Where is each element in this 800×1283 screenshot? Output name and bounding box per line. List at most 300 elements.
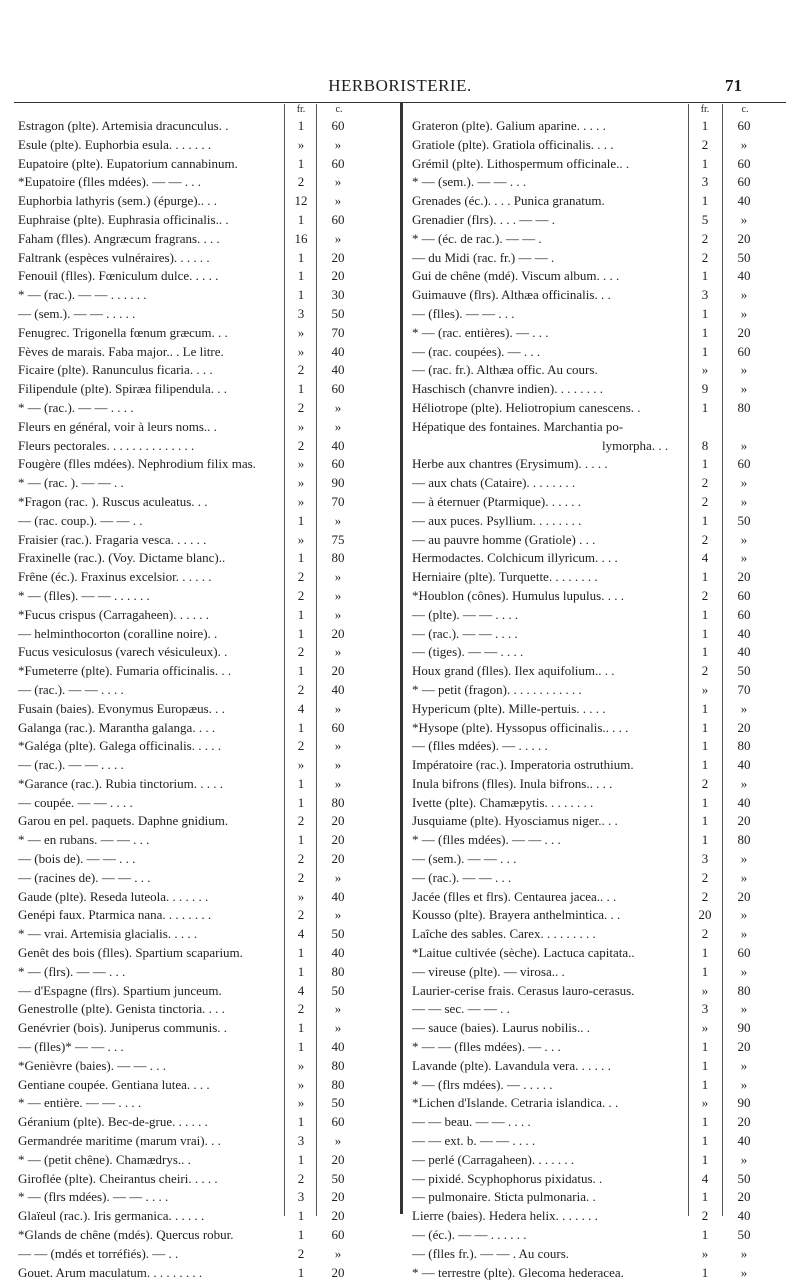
item-label: Fèves de marais. Faba major.. . Le litre. xyxy=(18,343,224,359)
item-label: — (tiges). — — . . . . xyxy=(412,644,524,660)
price-centimes: 40 xyxy=(331,945,345,961)
price-francs: » xyxy=(297,136,305,152)
list-item xyxy=(18,1020,394,1039)
price-centimes: 30 xyxy=(331,287,345,303)
item-label: Galanga (rac.). Marantha galanga. . . . xyxy=(18,719,216,735)
item-label: Fusain (baies). Evonymus Europæus. . . xyxy=(18,700,225,716)
item-label: *Glands de chêne (mdés). Quercus robur. xyxy=(18,1227,234,1243)
price-francs: 1 xyxy=(701,569,709,585)
right-column xyxy=(412,104,784,1280)
price-centimes: 70 xyxy=(737,681,751,697)
list-item xyxy=(412,889,784,908)
list-item xyxy=(18,682,394,701)
price-centimes: 80 xyxy=(737,982,751,998)
list-item xyxy=(18,1133,394,1152)
price-francs: 2 xyxy=(297,851,305,867)
list-item xyxy=(412,1227,784,1246)
item-label: Fenouil (flles). Fœniculum dulce. . . . . xyxy=(18,268,219,284)
price-francs: 2 xyxy=(297,738,305,754)
item-label: * — en rubans. — — . . . xyxy=(18,832,150,848)
price-francs: 2 xyxy=(297,1001,305,1017)
centimes-header: c. xyxy=(741,104,749,115)
item-label: — à éternuer (Ptarmique). . . . . . xyxy=(412,493,581,509)
list-item xyxy=(18,644,394,663)
price-centimes: » xyxy=(334,512,342,528)
item-label: — helminthocorton (coralline noire). . xyxy=(18,625,218,641)
price-centimes: » xyxy=(740,211,748,227)
price-francs: 1 xyxy=(701,1114,709,1130)
price-centimes: » xyxy=(334,869,342,885)
price-centimes: 20 xyxy=(737,1189,751,1205)
price-centimes: » xyxy=(334,1001,342,1017)
list-item xyxy=(18,588,394,607)
list-item xyxy=(412,1077,784,1096)
price-centimes: 80 xyxy=(737,738,751,754)
item-label: Euphorbia lathyris (sem.) (épurge).. . . xyxy=(18,193,218,209)
price-francs: 2 xyxy=(701,249,709,265)
list-item xyxy=(18,494,394,513)
price-centimes: » xyxy=(740,493,748,509)
list-item xyxy=(18,1152,394,1171)
item-label: — (flles). — — . . . xyxy=(412,305,515,321)
price-centimes: 80 xyxy=(331,963,345,979)
price-francs: 1 xyxy=(297,118,305,133)
price-francs: 2 xyxy=(297,907,305,923)
price-francs: 9 xyxy=(701,381,709,397)
list-item xyxy=(18,325,394,344)
price-centimes: » xyxy=(740,437,748,453)
item-label: *Fragon (rac. ). Ruscus aculeatus. . . xyxy=(18,493,208,509)
price-centimes: 80 xyxy=(331,550,345,566)
price-francs: 1 xyxy=(701,456,709,472)
price-francs: 1 xyxy=(297,381,305,397)
price-francs: 1 xyxy=(701,1264,709,1280)
price-centimes: 80 xyxy=(331,794,345,810)
price-centimes: 20 xyxy=(331,1264,345,1280)
price-francs: » xyxy=(297,493,305,509)
price-francs: 1 xyxy=(701,719,709,735)
item-label: * — (flles mdées). — — . . . xyxy=(412,832,561,848)
price-centimes: 60 xyxy=(737,155,751,171)
item-label: * — (rac. ). — — . . xyxy=(18,475,124,491)
item-label: — (rac. coupées). — . . . xyxy=(412,343,541,359)
price-francs: 2 xyxy=(297,644,305,660)
list-item xyxy=(18,569,394,588)
item-label: * — (flles). — — . . . . . . xyxy=(18,587,150,603)
price-centimes: 20 xyxy=(737,324,751,340)
item-label: Grateron (plte). Galium aparine. . . . . xyxy=(412,118,606,133)
item-label: * — — (flles mdées). — . . . xyxy=(412,1039,561,1055)
item-label: — pulmonaire. Sticta pulmonaria. . xyxy=(412,1189,596,1205)
list-item xyxy=(412,776,784,795)
list-item xyxy=(18,926,394,945)
price-francs: 1 xyxy=(701,118,709,133)
list-item xyxy=(412,118,784,137)
price-centimes: » xyxy=(740,1264,748,1280)
list-item xyxy=(18,738,394,757)
item-label: * — (flrs mdées). — — . . . . xyxy=(18,1189,169,1205)
item-label: — du Midi (rac. fr.) — — . xyxy=(412,249,555,265)
price-centimes: 80 xyxy=(331,1057,345,1073)
price-centimes: » xyxy=(334,193,342,209)
price-centimes: » xyxy=(740,775,748,791)
item-label: Gouet. Arum maculatum. . . . . . . . . xyxy=(18,1264,203,1280)
price-centimes: 40 xyxy=(331,362,345,378)
price-centimes: 80 xyxy=(331,1076,345,1092)
price-centimes: » xyxy=(740,1057,748,1073)
price-francs: 2 xyxy=(297,681,305,697)
price-centimes: 80 xyxy=(737,399,751,415)
item-label: Jusquiame (plte). Hyosciamus niger.. . . xyxy=(412,813,618,829)
list-item xyxy=(412,907,784,926)
price-centimes: 50 xyxy=(737,512,751,528)
price-francs: 2 xyxy=(701,663,709,679)
list-item xyxy=(412,513,784,532)
price-francs: 3 xyxy=(297,1189,305,1205)
price-francs: » xyxy=(701,681,709,697)
item-label: Fraxinelle (rac.). (Voy. Dictame blanc).. xyxy=(18,550,226,566)
price-francs: 2 xyxy=(701,136,709,152)
page-number: 71 xyxy=(725,76,742,95)
price-centimes: 20 xyxy=(737,888,751,904)
list-item xyxy=(18,983,394,1002)
column-separator xyxy=(400,102,403,1214)
price-centimes: 40 xyxy=(737,193,751,209)
item-label: — aux chats (Cataire). . . . . . . . xyxy=(412,475,576,491)
list-item xyxy=(412,945,784,964)
price-francs: 1 xyxy=(701,738,709,754)
price-francs: 1 xyxy=(297,1039,305,1055)
price-centimes: 60 xyxy=(737,343,751,359)
price-centimes: 40 xyxy=(737,268,751,284)
price-centimes: » xyxy=(740,531,748,547)
list-item xyxy=(412,795,784,814)
price-centimes: 60 xyxy=(737,945,751,961)
price-centimes: 75 xyxy=(331,531,345,547)
price-francs: » xyxy=(297,343,305,359)
list-item xyxy=(18,851,394,870)
price-centimes: » xyxy=(740,305,748,321)
price-centimes: 60 xyxy=(331,211,345,227)
list-item xyxy=(412,1133,784,1152)
item-label: — d'Espagne (flrs). Spartium junceum. xyxy=(18,982,222,998)
item-label: — — (mdés et torréfiés). — . . xyxy=(18,1245,179,1261)
item-label: Gratiole (plte). Gratiola officinalis. . . . xyxy=(412,136,614,152)
price-francs: 1 xyxy=(701,757,709,773)
item-label: Hypericum (plte). Mille-pertuis. . . . . xyxy=(412,700,606,716)
list-item xyxy=(412,1171,784,1190)
list-item xyxy=(18,231,394,250)
list-item xyxy=(18,964,394,983)
item-label: Herniaire (plte). Turquette. . . . . . . . xyxy=(412,569,598,585)
price-francs: » xyxy=(297,324,305,340)
list-item xyxy=(412,456,784,475)
price-centimes: 50 xyxy=(331,305,345,321)
price-francs: 3 xyxy=(701,287,709,303)
list-item xyxy=(412,626,784,645)
price-francs: 2 xyxy=(297,437,305,453)
price-centimes: » xyxy=(334,230,342,246)
list-item xyxy=(412,607,784,626)
item-label: Eupatoire (plte). Eupatorium cannabinum. xyxy=(18,155,238,171)
item-label: Lierre (baies). Hedera helix. . . . . . . xyxy=(412,1208,598,1224)
price-centimes: 20 xyxy=(331,1189,345,1205)
item-label: Kousso (plte). Brayera anthelmintica. . . xyxy=(412,907,621,923)
item-label: Laurier-cerise frais. Cerasus lauro-cerasus. xyxy=(412,982,635,998)
price-francs: 1 xyxy=(297,719,305,735)
price-francs: 2 xyxy=(297,587,305,603)
item-label: *Fucus crispus (Carragaheen). . . . . . xyxy=(18,606,209,622)
item-label: — (sem.). — — . . . . . xyxy=(18,305,136,321)
list-item xyxy=(18,344,394,363)
price-centimes: » xyxy=(334,775,342,791)
item-label: Euphraise (plte). Euphrasia officinalis.. . xyxy=(18,211,229,227)
price-centimes: 50 xyxy=(737,249,751,265)
item-label: — — ext. b. — — . . . . xyxy=(412,1133,536,1149)
price-centimes: » xyxy=(334,174,342,190)
price-centimes: 20 xyxy=(331,663,345,679)
list-item xyxy=(18,1077,394,1096)
price-francs: 1 xyxy=(701,155,709,171)
list-item xyxy=(412,419,784,438)
item-label: Jacée (flles et flrs). Centaurea jacea.. . . xyxy=(412,888,617,904)
price-centimes: 40 xyxy=(737,1133,751,1149)
item-label: Lavande (plte). Lavandula vera. . . . . . xyxy=(412,1057,611,1073)
list-item xyxy=(18,456,394,475)
item-label: Gaude (plte). Reseda luteola. . . . . . . xyxy=(18,888,209,904)
item-label: Fenugrec. Trigonella fœnum græcum. . . xyxy=(18,324,228,340)
price-centimes: 20 xyxy=(737,1039,751,1055)
price-centimes: » xyxy=(334,1245,342,1261)
list-item xyxy=(18,250,394,269)
price-centimes: 50 xyxy=(331,982,345,998)
price-francs: 1 xyxy=(297,794,305,810)
item-label: Genévrier (bois). Juniperus communis. . xyxy=(18,1020,228,1036)
price-francs: 1 xyxy=(297,1114,305,1130)
list-item xyxy=(18,832,394,851)
item-label: Houx grand (flles). Ilex aquifolium.. . . xyxy=(412,663,615,679)
list-item xyxy=(412,532,784,551)
list-item xyxy=(18,1058,394,1077)
price-francs: » xyxy=(297,1076,305,1092)
price-centimes: 60 xyxy=(331,155,345,171)
price-centimes: 40 xyxy=(331,681,345,697)
price-francs: » xyxy=(297,531,305,547)
item-label: Genestrolle (plte). Genista tinctoria. . . . xyxy=(18,1001,225,1017)
price-francs: 1 xyxy=(701,1227,709,1243)
list-item xyxy=(412,381,784,400)
price-francs: 2 xyxy=(701,230,709,246)
list-item xyxy=(18,795,394,814)
price-centimes: » xyxy=(740,136,748,152)
item-label: Grenadier (flrs). . . . — — . xyxy=(412,211,555,227)
price-francs: 2 xyxy=(297,869,305,885)
list-item xyxy=(18,889,394,908)
item-label: — perlé (Carragaheen). . . . . . . xyxy=(412,1151,575,1167)
item-label: *Garance (rac.). Rubia tinctorium. . . . . xyxy=(18,775,224,791)
item-label: * — (éc. de rac.). — — . xyxy=(412,230,542,246)
item-label: — — sec. — — . . xyxy=(412,1001,510,1017)
item-label: *Laitue cultivée (sèche). Lactuca capitata.. xyxy=(412,945,635,961)
list-item xyxy=(18,1265,394,1283)
price-francs: » xyxy=(297,1057,305,1073)
price-francs: 4 xyxy=(297,926,305,942)
price-centimes: 50 xyxy=(331,1170,345,1186)
price-francs: 1 xyxy=(297,550,305,566)
price-francs: 1 xyxy=(701,193,709,209)
price-francs: 4 xyxy=(701,1170,709,1186)
item-label: Faham (flles). Angræcum fragrans. . . . xyxy=(18,230,220,246)
item-label: — (éc.). — — . . . . . . xyxy=(412,1227,527,1243)
item-label: — vireuse (plte). — virosa.. . xyxy=(412,963,565,979)
item-label: *Galéga (plte). Galega officinalis. . . . . xyxy=(18,738,221,754)
price-centimes: » xyxy=(334,399,342,415)
price-francs: 3 xyxy=(297,1133,305,1149)
price-centimes: 70 xyxy=(331,324,345,340)
price-francs: » xyxy=(701,982,709,998)
list-item xyxy=(18,362,394,381)
price-centimes: 60 xyxy=(737,606,751,622)
list-item xyxy=(412,832,784,851)
list-item xyxy=(412,720,784,739)
price-francs: 1 xyxy=(297,1208,305,1224)
item-label: Grémil (plte). Lithospermum officinale.. . xyxy=(412,155,630,171)
price-centimes: » xyxy=(740,907,748,923)
list-item xyxy=(412,325,784,344)
item-label: * — terrestre (plte). Glecoma hederacea. xyxy=(412,1264,624,1280)
item-label: *Hysope (plte). Hyssopus officinalis.. . . . xyxy=(412,719,629,735)
item-label: Gui de chêne (mdé). Viscum album. . . . xyxy=(412,268,620,284)
price-list-right xyxy=(412,118,784,1283)
list-item xyxy=(412,1020,784,1039)
price-centimes: 20 xyxy=(737,719,751,735)
list-item xyxy=(18,1189,394,1208)
price-francs: 4 xyxy=(297,982,305,998)
price-francs: 1 xyxy=(297,832,305,848)
price-centimes: 50 xyxy=(331,1095,345,1111)
price-centimes: 50 xyxy=(737,663,751,679)
list-item xyxy=(412,1246,784,1265)
list-item xyxy=(412,344,784,363)
list-item xyxy=(412,1039,784,1058)
item-label: — (flles fr.). — — . Au cours. xyxy=(412,1245,570,1261)
list-item xyxy=(412,174,784,193)
price-francs: » xyxy=(297,418,305,434)
list-item xyxy=(412,268,784,287)
list-item xyxy=(412,1265,784,1283)
list-item xyxy=(18,118,394,137)
item-label: — (rac.). — — . . . xyxy=(412,869,512,885)
price-centimes: » xyxy=(334,1133,342,1149)
price-centimes: » xyxy=(740,362,748,378)
price-francs: 1 xyxy=(701,268,709,284)
price-centimes: 50 xyxy=(331,926,345,942)
price-francs: 1 xyxy=(701,813,709,829)
francs-header: fr. xyxy=(296,104,306,115)
price-francs: 1 xyxy=(701,625,709,641)
list-item xyxy=(412,644,784,663)
price-centimes: » xyxy=(334,907,342,923)
price-francs: 1 xyxy=(701,343,709,359)
price-francs: 1 xyxy=(701,794,709,810)
item-label: Frêne (éc.). Fraxinus excelsior. . . . . . xyxy=(18,569,212,585)
price-francs: 4 xyxy=(297,700,305,716)
price-centimes: » xyxy=(334,738,342,754)
price-centimes: » xyxy=(740,475,748,491)
price-centimes: 60 xyxy=(331,719,345,735)
list-item xyxy=(412,400,784,419)
list-item xyxy=(18,1208,394,1227)
list-item xyxy=(18,212,394,231)
list-item xyxy=(412,851,784,870)
price-francs: 1 xyxy=(701,644,709,660)
price-column-headers xyxy=(412,104,784,118)
price-centimes: 90 xyxy=(331,475,345,491)
price-centimes: 50 xyxy=(737,1170,751,1186)
item-label: * — petit (fragon). . . . . . . . . . . . xyxy=(412,681,582,697)
list-item xyxy=(412,1058,784,1077)
list-item xyxy=(412,870,784,889)
list-item xyxy=(18,306,394,325)
item-label: Fraisier (rac.). Fragaria vesca. . . . . . xyxy=(18,531,207,547)
list-item xyxy=(18,193,394,212)
price-centimes: 40 xyxy=(331,888,345,904)
item-label: *Lichen d'Islande. Cetraria islandica. . . xyxy=(412,1095,619,1111)
price-francs: 1 xyxy=(701,1057,709,1073)
list-item xyxy=(412,212,784,231)
item-label: * — (rac.). — — . . . . xyxy=(18,399,134,415)
item-label: Fleurs pectorales. . . . . . . . . . . . . . xyxy=(18,437,195,453)
price-francs: 2 xyxy=(701,926,709,942)
list-item xyxy=(412,926,784,945)
list-item xyxy=(18,381,394,400)
list-item xyxy=(18,268,394,287)
price-centimes: 50 xyxy=(737,1227,751,1243)
item-label: Héliotrope (plte). Heliotropium canescens. . xyxy=(412,399,641,415)
price-centimes: 60 xyxy=(331,456,345,472)
price-centimes: » xyxy=(740,550,748,566)
list-item xyxy=(412,588,784,607)
list-item xyxy=(412,738,784,757)
list-item xyxy=(412,983,784,1002)
price-centimes: 20 xyxy=(331,1151,345,1167)
price-francs: 1 xyxy=(297,963,305,979)
list-item xyxy=(412,137,784,156)
item-label: Glaïeul (rac.). Iris germanica. . . . . . xyxy=(18,1208,205,1224)
list-item xyxy=(18,701,394,720)
item-label: Grenades (éc.). . . . Punica granatum. xyxy=(412,193,605,209)
item-label: Fougère (flles mdées). Nephrodium filix mas. xyxy=(18,456,256,472)
price-centimes: 40 xyxy=(737,757,751,773)
price-francs: 2 xyxy=(297,1170,305,1186)
price-centimes: 60 xyxy=(331,118,345,133)
price-centimes: 60 xyxy=(737,587,751,603)
price-centimes: 20 xyxy=(737,230,751,246)
price-centimes: » xyxy=(740,1151,748,1167)
price-francs: 1 xyxy=(701,305,709,321)
list-item xyxy=(18,532,394,551)
price-francs: 1 xyxy=(297,1151,305,1167)
list-item xyxy=(18,1114,394,1133)
price-centimes: » xyxy=(740,287,748,303)
price-centimes: 40 xyxy=(737,794,751,810)
list-item xyxy=(412,1095,784,1114)
price-centimes: 60 xyxy=(331,381,345,397)
price-list-left xyxy=(18,118,394,1283)
list-item xyxy=(18,626,394,645)
price-francs: 2 xyxy=(297,399,305,415)
list-item xyxy=(18,945,394,964)
